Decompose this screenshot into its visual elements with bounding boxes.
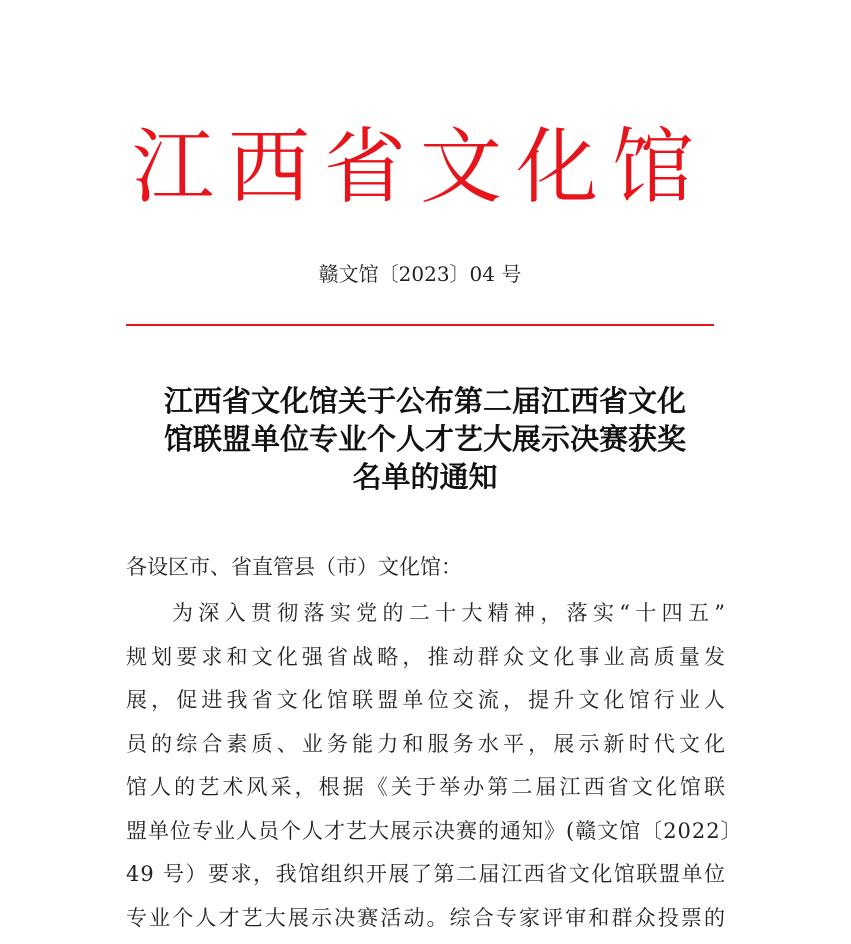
red-separator-line [126, 324, 714, 326]
paragraph-line: 专业个人才艺大展示决赛活动。综合专家评审和群众投票的 [126, 905, 726, 930]
paragraph-line: 员的综合素质、业务能力和服务水平，展示新时代文化 [126, 731, 726, 756]
paragraph-line: 馆人的艺术风采，根据《关于举办第二届江西省文化馆联 [126, 775, 726, 799]
paragraph-line: 规划要求和文化强省战略，推动群众文化事业高质量发 [126, 644, 726, 669]
document-title [126, 382, 724, 496]
paragraph-line: 盟单位专业人员个人才艺大展示决赛的通知》(赣文馆〔2022〕 [126, 818, 743, 843]
document-number: 赣文馆〔2023〕04 号 [318, 262, 522, 286]
body-paragraph [126, 592, 743, 940]
title-line: 馆联盟单位专业个人才艺大展示决赛获奖 [163, 422, 686, 456]
issuing-organization-header: 江西省文化馆 [131, 120, 708, 215]
salutation: 各设区市、省直管县（市）文化馆： [126, 555, 462, 579]
title-line: 江西省文化馆关于公布第二届江西省文化 [163, 384, 686, 418]
paragraph-line: 为深入贯彻落实党的二十大精神，落实“十四五” [172, 601, 726, 625]
paragraph-line: 展，促进我省文化馆联盟单位交流，提升文化馆行业人 [126, 688, 726, 712]
paragraph-line: 49 号）要求，我馆组织开展了第二届江西省文化馆联盟单位 [126, 862, 726, 886]
title-line: 名单的通知 [352, 460, 498, 494]
